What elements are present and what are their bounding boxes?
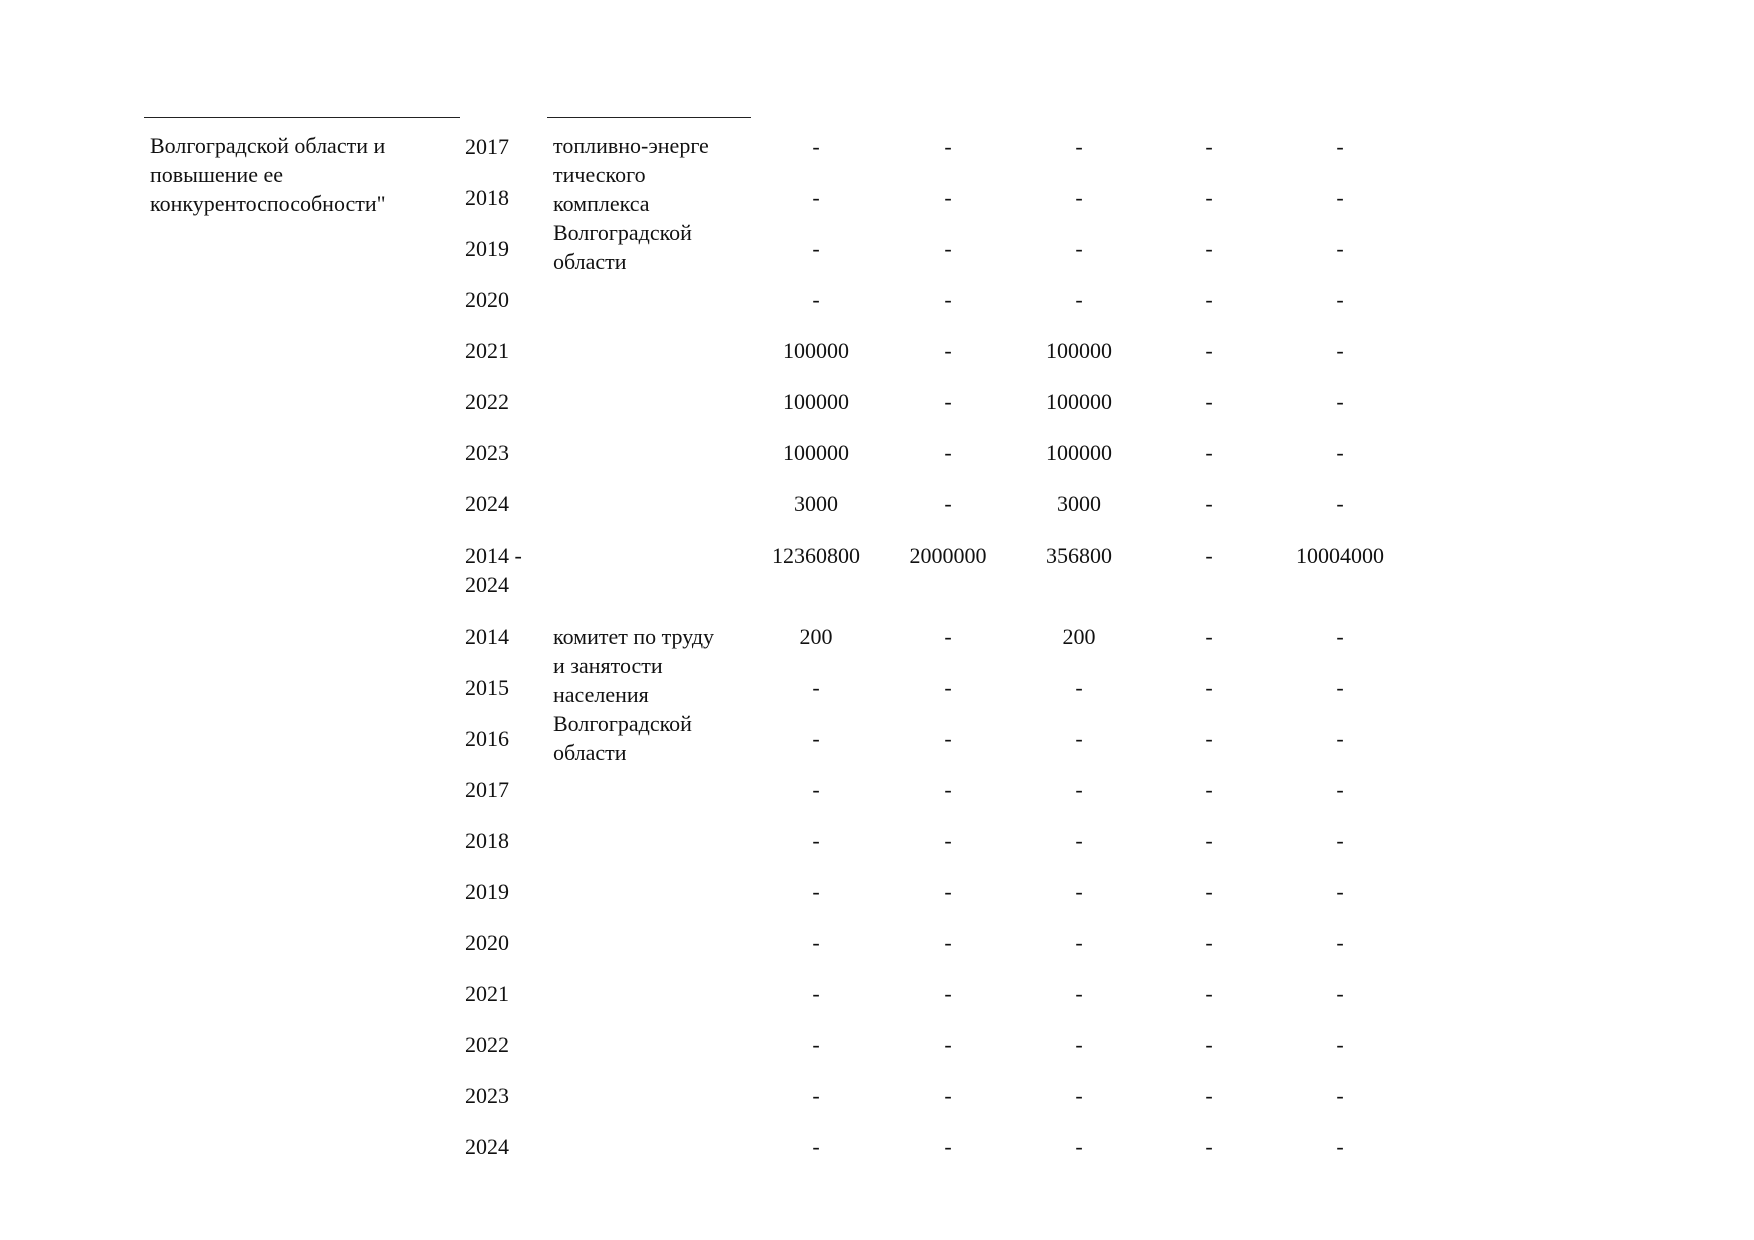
year-label: 2017 [465, 134, 509, 159]
department-line: области [553, 249, 627, 274]
value-cell-1: - [944, 236, 952, 261]
value-cell-0: 12360800 [772, 543, 860, 568]
value-cell-2: 100000 [1046, 389, 1112, 414]
table-row [0, 1132, 1754, 1161]
table-row [0, 183, 1754, 212]
department-line: и занятости [553, 653, 663, 678]
value-cell-3: - [1205, 389, 1213, 414]
year-cell [465, 132, 545, 161]
year-label: 2014 - [465, 543, 522, 568]
year-cell [465, 1081, 545, 1110]
value-cell-2: - [1075, 879, 1083, 904]
department-line: Волгоградской [553, 711, 692, 736]
table-row [0, 724, 1754, 753]
value-cell-4: 10004000 [1296, 543, 1384, 568]
table-row [0, 1030, 1754, 1059]
year-label: 2020 [465, 287, 509, 312]
department-line: комплекса [553, 191, 650, 216]
department-line: населения [553, 682, 649, 707]
value-cell-1: - [944, 777, 952, 802]
value-cell-4: - [1336, 185, 1344, 210]
department-line: области [553, 740, 627, 765]
year-label: 2015 [465, 675, 509, 700]
value-cell-4: - [1336, 287, 1344, 312]
year-cell [465, 673, 545, 702]
year-label: 2022 [465, 389, 509, 414]
value-cell-2: - [1075, 287, 1083, 312]
table-row [0, 387, 1754, 416]
value-cell-4: - [1336, 389, 1344, 414]
year-label: 2024 [465, 1134, 509, 1159]
value-cell-4: - [1336, 1134, 1344, 1159]
year-cell [465, 336, 545, 365]
year-cell [465, 1132, 545, 1161]
value-cell-3: - [1205, 543, 1213, 568]
value-cell-1: - [944, 134, 952, 159]
value-cell-4: - [1336, 1032, 1344, 1057]
value-cell-0: - [812, 1134, 820, 1159]
department-line: комитет по труду [553, 624, 715, 649]
table-row [0, 438, 1754, 467]
table-row [0, 826, 1754, 855]
value-cell-1: - [944, 338, 952, 363]
value-cell-4: - [1336, 828, 1344, 853]
year-cell [465, 775, 545, 804]
year-cell [465, 979, 545, 1008]
year-cell [465, 724, 545, 753]
value-cell-1: - [944, 930, 952, 955]
value-cell-3: - [1205, 287, 1213, 312]
year-cell [465, 438, 545, 467]
year-cell [465, 489, 545, 518]
year-label: 2016 [465, 726, 509, 751]
value-cell-3: - [1205, 828, 1213, 853]
year-cell [465, 826, 545, 855]
program-name-line: Волгоградской области и [150, 133, 386, 158]
department-line: топливно-энерге [553, 133, 709, 158]
table-row [0, 234, 1754, 263]
department-line: Волгоградской [553, 220, 692, 245]
value-cell-4: - [1336, 134, 1344, 159]
value-cell-3: - [1205, 675, 1213, 700]
year-label: 2018 [465, 828, 509, 853]
value-cell-0: - [812, 134, 820, 159]
value-cell-3: - [1205, 726, 1213, 751]
value-cell-1: - [944, 726, 952, 751]
value-cell-4: - [1336, 236, 1344, 261]
value-cell-0: 200 [799, 624, 833, 649]
table-top-rule-department-column [547, 117, 751, 118]
value-cell-0: - [812, 236, 820, 261]
year-label: 2017 [465, 777, 509, 802]
value-cell-1: - [944, 981, 952, 1006]
value-cell-3: - [1205, 440, 1213, 465]
value-cell-4: - [1336, 981, 1344, 1006]
value-cell-3: - [1205, 1032, 1213, 1057]
value-cell-3: - [1205, 134, 1213, 159]
value-cell-0: 3000 [794, 491, 838, 516]
value-cell-4: - [1336, 675, 1344, 700]
year-label: 2022 [465, 1032, 509, 1057]
value-cell-2: 200 [1062, 624, 1096, 649]
value-cell-2: - [1075, 1032, 1083, 1057]
value-cell-2: - [1075, 1134, 1083, 1159]
year-cell [465, 541, 545, 599]
value-cell-2: - [1075, 236, 1083, 261]
value-cell-1: - [944, 624, 952, 649]
value-cell-4: - [1336, 440, 1344, 465]
value-cell-2: - [1075, 675, 1083, 700]
value-cell-1: - [944, 879, 952, 904]
table-row [0, 622, 1754, 651]
year-label: 2019 [465, 236, 509, 261]
program-name-line: повышение ее [150, 162, 283, 187]
value-cell-0: - [812, 675, 820, 700]
table-row [0, 285, 1754, 314]
year-label: 2018 [465, 185, 509, 210]
value-cell-2: 3000 [1057, 491, 1101, 516]
table-row [0, 489, 1754, 518]
table-row [0, 979, 1754, 1008]
value-cell-3: - [1205, 1083, 1213, 1108]
value-cell-1: - [944, 287, 952, 312]
value-cell-2: - [1075, 185, 1083, 210]
value-cell-4: - [1336, 338, 1344, 363]
value-cell-0: - [812, 185, 820, 210]
value-cell-3: - [1205, 624, 1213, 649]
table-row [0, 336, 1754, 365]
value-cell-0: - [812, 930, 820, 955]
value-cell-3: - [1205, 981, 1213, 1006]
value-cell-2: 100000 [1046, 338, 1112, 363]
value-cell-3: - [1205, 777, 1213, 802]
value-cell-0: - [812, 828, 820, 853]
value-cell-2: - [1075, 726, 1083, 751]
value-cell-3: - [1205, 236, 1213, 261]
value-cell-2: - [1075, 981, 1083, 1006]
value-cell-1: - [944, 389, 952, 414]
value-cell-2: - [1075, 828, 1083, 853]
value-cell-3: - [1205, 1134, 1213, 1159]
value-cell-0: 100000 [783, 440, 849, 465]
value-cell-1: - [944, 1032, 952, 1057]
value-cell-4: - [1336, 726, 1344, 751]
value-cell-3: - [1205, 930, 1213, 955]
table-row [0, 541, 1754, 597]
year-label: 2024 [465, 491, 509, 516]
year-cell [465, 1030, 545, 1059]
value-cell-1: - [944, 1083, 952, 1108]
year-label-continuation: 2024 [465, 572, 509, 597]
value-cell-2: 100000 [1046, 440, 1112, 465]
year-cell [465, 622, 545, 651]
value-cell-1: - [944, 491, 952, 516]
year-label: 2021 [465, 338, 509, 363]
year-label: 2021 [465, 981, 509, 1006]
table-row [0, 132, 1754, 161]
value-cell-0: - [812, 1083, 820, 1108]
value-cell-2: 356800 [1046, 543, 1112, 568]
value-cell-4: - [1336, 624, 1344, 649]
table-row [0, 775, 1754, 804]
year-label: 2020 [465, 930, 509, 955]
value-cell-0: - [812, 879, 820, 904]
year-label: 2014 [465, 624, 509, 649]
program-name-line: конкурентоспособности" [150, 191, 386, 216]
value-cell-3: - [1205, 185, 1213, 210]
table-row [0, 673, 1754, 702]
year-cell [465, 234, 545, 263]
value-cell-1: 2000000 [909, 543, 987, 568]
table-row [0, 877, 1754, 906]
year-label: 2023 [465, 1083, 509, 1108]
value-cell-3: - [1205, 491, 1213, 516]
year-label: 2023 [465, 440, 509, 465]
value-cell-0: 100000 [783, 338, 849, 363]
table-row [0, 928, 1754, 957]
year-cell [465, 183, 545, 212]
value-cell-1: - [944, 828, 952, 853]
value-cell-3: - [1205, 338, 1213, 363]
table-top-rule-name-column [144, 117, 460, 118]
value-cell-0: - [812, 981, 820, 1006]
value-cell-2: - [1075, 1083, 1083, 1108]
value-cell-2: - [1075, 777, 1083, 802]
value-cell-0: 100000 [783, 389, 849, 414]
value-cell-4: - [1336, 777, 1344, 802]
value-cell-1: - [944, 1134, 952, 1159]
value-cell-0: - [812, 287, 820, 312]
year-cell [465, 928, 545, 957]
value-cell-2: - [1075, 134, 1083, 159]
value-cell-4: - [1336, 879, 1344, 904]
value-cell-2: - [1075, 930, 1083, 955]
value-cell-1: - [944, 675, 952, 700]
value-cell-4: - [1336, 930, 1344, 955]
value-cell-1: - [944, 440, 952, 465]
value-cell-4: - [1336, 491, 1344, 516]
value-cell-1: - [944, 185, 952, 210]
year-cell [465, 877, 545, 906]
table-row [0, 1081, 1754, 1110]
value-cell-3: - [1205, 879, 1213, 904]
department-line: тического [553, 162, 646, 187]
value-cell-4: - [1336, 1083, 1344, 1108]
value-cell-0: - [812, 1032, 820, 1057]
year-label: 2019 [465, 879, 509, 904]
year-cell [465, 387, 545, 416]
value-cell-0: - [812, 777, 820, 802]
year-cell [465, 285, 545, 314]
value-cell-0: - [812, 726, 820, 751]
